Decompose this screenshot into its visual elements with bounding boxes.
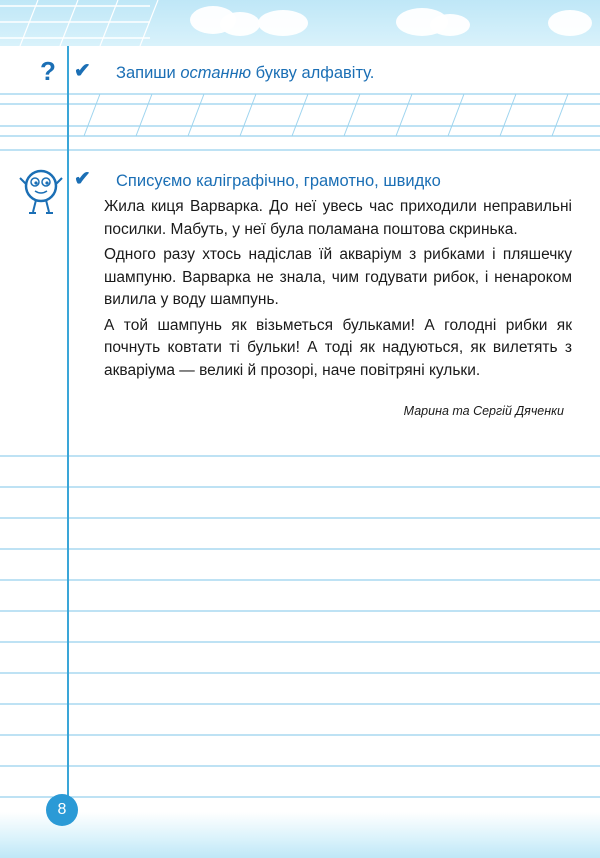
bottom-decor-band [0, 812, 600, 858]
task-2-instruction: Списуємо каліграфічно, грамотно, швидко [116, 172, 441, 190]
story-paragraph: Жила киця Варварка. До неї увесь час приходили неправильні посилки. Мабуть, у неї була поламана поштова скринька. [104, 198, 572, 238]
page-number: 8 [46, 794, 78, 826]
story-text [104, 196, 572, 385]
margin-line [67, 46, 69, 812]
checkmark-icon: ✔ [74, 60, 91, 82]
task-1-instruction: Запиши останню букву алфавіту. [116, 64, 375, 82]
story-author: Марина та Сергій Дяченки [403, 404, 564, 418]
checkmark-icon: ✔ [74, 168, 91, 190]
story-paragraph: Одного разу хтось надіслав їй акваріум з рибками і пляшечку шампуню. Варварка не знала, чим годувати рибок, і ненароком вилила у воду шампунь. [104, 246, 572, 308]
mascot-icon [18, 160, 64, 218]
question-mark-icon: ? [40, 56, 56, 86]
story-paragraph: А той шампунь як візьметься бульками! А голодні рибки як почнуть ковтати ті бульки! А тоді як надуються, як вилетять з акваріума — великі й прозорі, наче повітряні кульки. [104, 316, 572, 379]
